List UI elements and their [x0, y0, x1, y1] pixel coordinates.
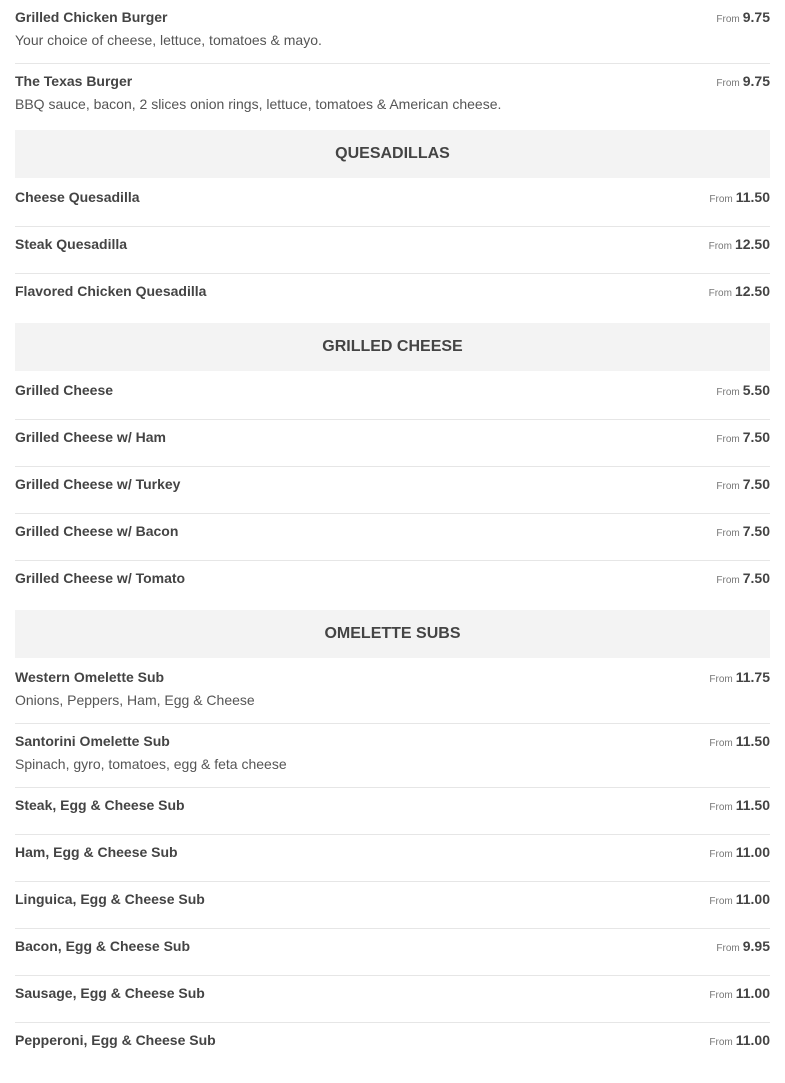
item-price: [709, 844, 770, 862]
price-from-label: From: [716, 481, 740, 492]
item-name: Grilled Chicken Burger: [15, 9, 168, 25]
item-price: [716, 523, 770, 541]
price-from-label: From: [709, 1037, 733, 1048]
price-from-label: From: [716, 943, 740, 954]
price-value: 9.75: [742, 9, 770, 25]
item-name: Santorini Omelette Sub: [15, 733, 170, 749]
item-name: Pepperoni, Egg & Cheese Sub: [15, 1032, 216, 1048]
menu-item[interactable]: [15, 976, 770, 1023]
item-description: BBQ sauce, bacon, 2 slices onion rings, lettuce, tomatoes & American cheese.: [15, 96, 502, 112]
menu-item[interactable]: [15, 561, 770, 608]
item-price: [716, 9, 770, 27]
price-value: 11.50: [735, 189, 770, 205]
price-from-label: From: [709, 990, 733, 1001]
item-price: [709, 236, 770, 254]
menu-item[interactable]: [15, 0, 770, 64]
price-from-label: From: [709, 674, 733, 685]
item-name: Flavored Chicken Quesadilla: [15, 283, 207, 299]
price-value: 11.00: [735, 844, 770, 860]
item-price: [709, 891, 770, 909]
item-price: [716, 476, 770, 494]
price-from-label: From: [709, 896, 733, 907]
price-value: 11.00: [735, 1032, 770, 1048]
item-price: [709, 985, 770, 1003]
price-value: 7.50: [742, 429, 770, 445]
section-header: QUESADILLAS: [15, 130, 770, 178]
price-value: 11.00: [735, 891, 770, 907]
item-price: [716, 570, 770, 588]
menu-section-quesadillas: [15, 130, 770, 321]
item-name: Bacon, Egg & Cheese Sub: [15, 938, 191, 954]
item-name: Cheese Quesadilla: [15, 189, 140, 205]
section-header: OMELETTE SUBS: [15, 610, 770, 658]
item-price: [709, 189, 770, 207]
price-value: 7.50: [742, 476, 770, 492]
price-value: 7.50: [742, 570, 770, 586]
item-name: Steak Quesadilla: [15, 236, 128, 252]
menu-item[interactable]: [15, 467, 770, 514]
item-name: Sausage, Egg & Cheese Sub: [15, 985, 205, 1001]
item-name: Ham, Egg & Cheese Sub: [15, 844, 178, 860]
price-from-label: From: [716, 387, 740, 398]
price-from-label: From: [709, 802, 733, 813]
menu-item[interactable]: [15, 64, 770, 128]
item-name: Grilled Cheese w/ Bacon: [15, 523, 179, 539]
item-name: Grilled Cheese: [15, 382, 114, 398]
menu-item[interactable]: [15, 373, 770, 420]
menu-item[interactable]: [15, 180, 770, 227]
item-description: Spinach, gyro, tomatoes, egg & feta cheese: [15, 756, 287, 772]
price-from-label: From: [716, 528, 740, 539]
menu-item[interactable]: [15, 788, 770, 835]
price-from-label: From: [716, 434, 740, 445]
price-value: 12.50: [734, 236, 770, 252]
price-value: 12.50: [734, 283, 770, 299]
menu-item[interactable]: [15, 274, 770, 321]
item-price: [716, 73, 770, 91]
price-from-label: From: [716, 575, 740, 586]
price-from-label: From: [709, 738, 733, 749]
item-name: Grilled Cheese w/ Ham: [15, 429, 166, 445]
item-name: Linguica, Egg & Cheese Sub: [15, 891, 205, 907]
price-value: 7.50: [742, 523, 770, 539]
item-price: [716, 429, 770, 447]
menu-item[interactable]: [15, 929, 770, 976]
menu-section-grilled-cheese: [15, 323, 770, 608]
price-from-label: From: [708, 288, 732, 299]
item-name: Western Omelette Sub: [15, 669, 165, 685]
item-price: [709, 733, 770, 751]
price-value: 9.75: [742, 73, 770, 89]
price-from-label: From: [709, 194, 733, 205]
menu-item[interactable]: [15, 835, 770, 882]
item-price: [716, 938, 770, 956]
menu-item[interactable]: [15, 420, 770, 467]
menu-item[interactable]: [15, 724, 770, 788]
item-name: Steak, Egg & Cheese Sub: [15, 797, 185, 813]
item-name: The Texas Burger: [15, 73, 133, 89]
item-name: Grilled Cheese w/ Tomato: [15, 570, 186, 586]
menu-section: [15, 0, 770, 128]
item-price: [709, 1032, 770, 1050]
price-value: 5.50: [742, 382, 770, 398]
item-description: Your choice of cheese, lettuce, tomatoes & mayo.: [15, 32, 322, 48]
menu-section-omelette-subs: [15, 610, 770, 1070]
item-price: [716, 382, 770, 400]
menu-item[interactable]: [15, 882, 770, 929]
menu-item[interactable]: [15, 514, 770, 561]
menu-item[interactable]: [15, 227, 770, 274]
price-value: 9.95: [742, 938, 770, 954]
item-description: Onions, Peppers, Ham, Egg & Cheese: [15, 692, 255, 708]
item-price: [709, 283, 770, 301]
menu-item[interactable]: [15, 1023, 770, 1070]
menu-item[interactable]: [15, 660, 770, 724]
section-header: GRILLED CHEESE: [15, 323, 770, 371]
price-from-label: From: [716, 78, 740, 89]
price-from-label: From: [708, 241, 732, 252]
price-from-label: From: [709, 849, 733, 860]
item-name: Grilled Cheese w/ Turkey: [15, 476, 181, 492]
item-price: [709, 797, 770, 815]
price-value: 11.00: [735, 985, 770, 1001]
price-value: 11.50: [735, 733, 770, 749]
item-price: [709, 669, 770, 687]
price-value: 11.75: [735, 669, 770, 685]
price-from-label: From: [716, 14, 740, 25]
price-value: 11.50: [735, 797, 770, 813]
